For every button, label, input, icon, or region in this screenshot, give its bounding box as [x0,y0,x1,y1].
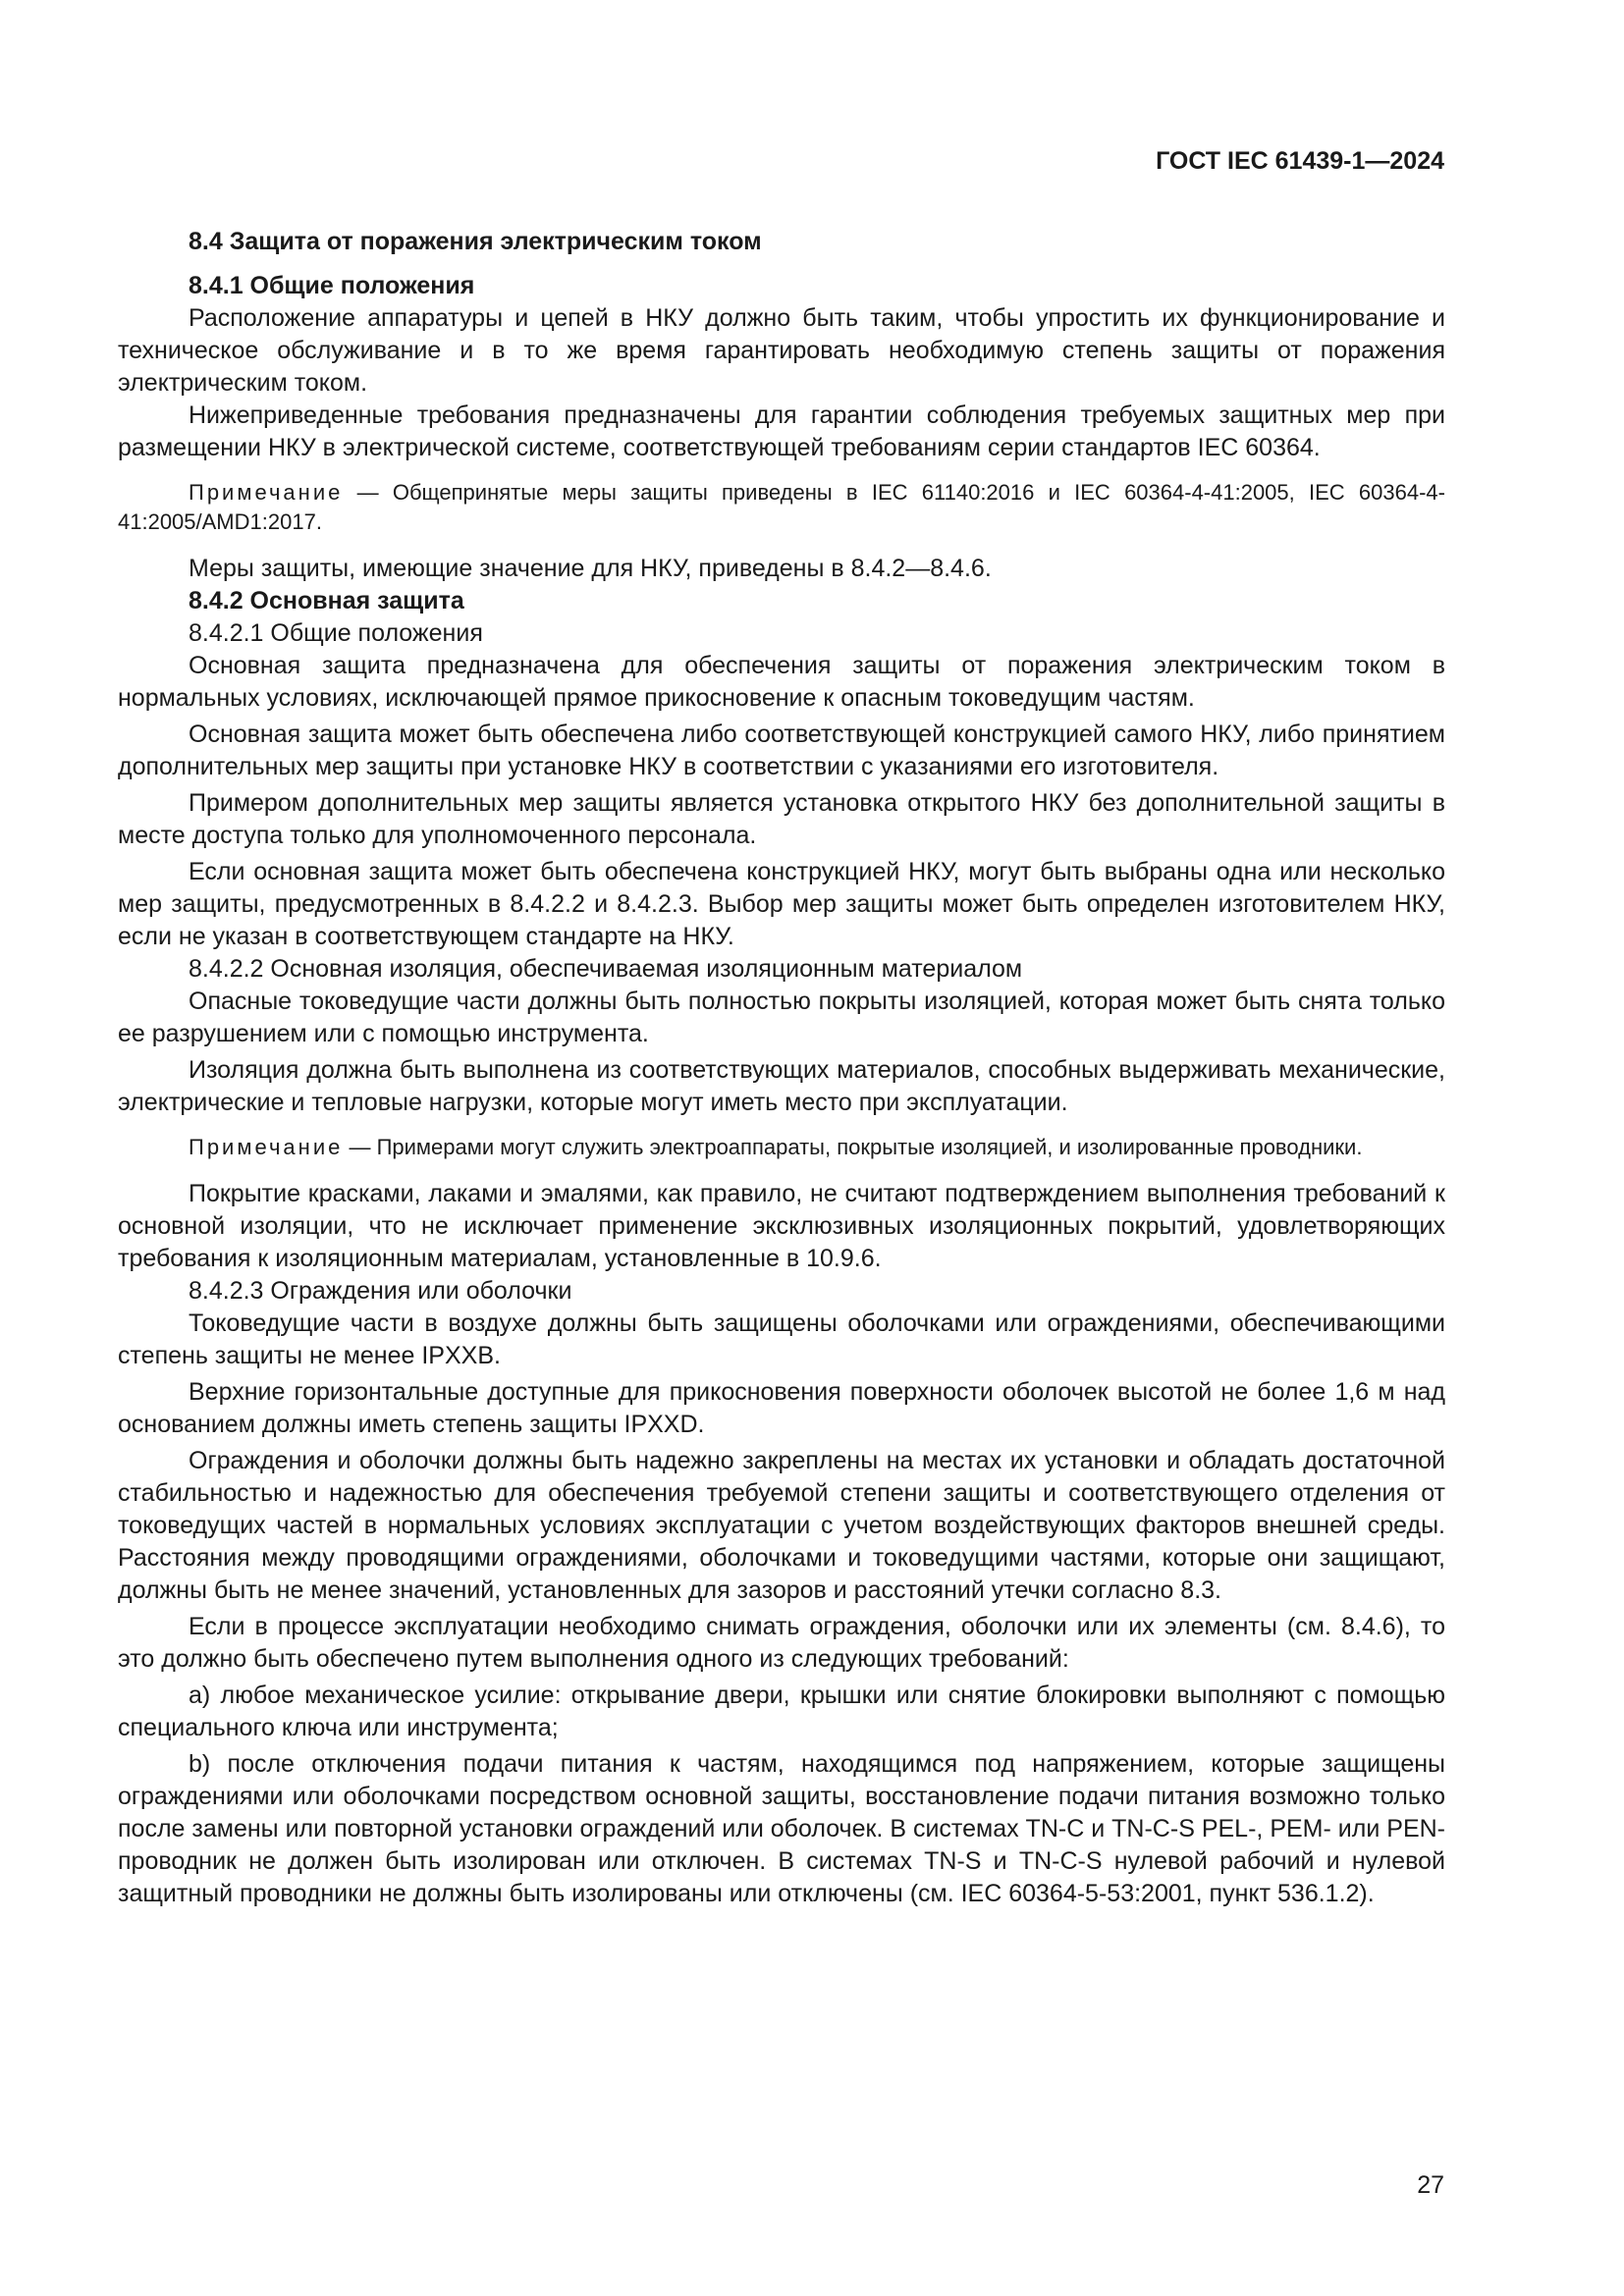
paragraph: Токоведущие части в воздухе должны быть защищены оболочками или ограждениями, обеспечивающими степень защиты не менее IPXXB. [118,1309,1445,1369]
paragraph: Меры защиты, имеющие значение для НКУ, приведены в 8.4.2—8.4.6. [189,555,992,582]
note-text: — Общепринятые меры защиты приведены в IEC 61140:2016 и IEC 60364-4-41:2005, IEC 60364-4-41:2005/AMD1:2017. [118,480,1445,534]
subsection-heading-8-4-2-1: 8.4.2.1 Общие положения [189,619,483,647]
note [118,478,1445,537]
note-label: Примечание [189,1135,344,1159]
paragraph: Опасные токоведущие части должны быть полностью покрыты изоляцией, которая может быть снята только ее разрушением или с помощью инструмента. [118,988,1445,1047]
page-content [118,226,1445,1910]
page-number: 27 [1417,2171,1444,2199]
note-label: Примечание [189,480,344,505]
section-heading-8-4: 8.4 Защита от поражения электрическим током [189,228,762,255]
paragraph: Нижеприведенные требования предназначены для гарантии соблюдения требуемых защитных мер при размещении НКУ в электрической системе, соответствующей требованиям серии стандартов IEC 60364. [118,401,1445,461]
paragraph: Верхние горизонтальные доступные для прикосновения поверхности оболочек высотой не более 1,6 м над основанием должны иметь степень защиты IPXXD. [118,1378,1445,1438]
paragraph: Покрытие красками, лаками и эмалями, как правило, не считают подтверждением выполнения требований к основной изоляции, что не исключает применение эксклюзивных изоляционных покрытий, удовлетворяющих требования к изоляционным материалам, установленные в 10.9.6. [118,1180,1445,1272]
paragraph: Расположение аппаратуры и цепей в НКУ должно быть таким, чтобы упростить их функционирование и техническое обслуживание и в то же время гарантировать необходимую степень защиты от поражения электрическим током. [118,304,1445,397]
paragraph: Если основная защита может быть обеспечена конструкцией НКУ, могут быть выбраны одна или несколько мер защиты, предусмотренных в 8.4.2.2 и 8.4.2.3. Выбор мер защиты может быть определен изготовителем НКУ, если не указан в соответствующем стандарте на НКУ. [118,858,1445,950]
document-id-header: ГОСТ IEC 61439-1—2024 [1156,147,1444,175]
note [118,1133,1445,1162]
subsection-heading-8-4-2-3: 8.4.2.3 Ограждения или оболочки [189,1277,572,1305]
section-heading-8-4-1: 8.4.1 Общие положения [189,272,475,299]
paragraph: Основная защита предназначена для обеспечения защиты от поражения электрическим током в нормальных условиях, исключающей прямое прикосновение к опасным токоведущим частям. [118,652,1445,712]
paragraph: Изоляция должна быть выполнена из соответствующих материалов, способных выдерживать механические, электрические и тепловые нагрузки, которые могут иметь место при эксплуатации. [118,1056,1445,1116]
list-item-a: a) любое механическое усилие: открывание двери, крышки или снятие блокировки выполняют с помощью специального ключа или инструмента; [118,1682,1445,1741]
section-heading-8-4-2: 8.4.2 Основная защита [189,587,464,614]
paragraph: Ограждения и оболочки должны быть надежно закреплены на местах их установки и обладать достаточной стабильностью и надежностью для обеспечения требуемой степени защиты и соответствующего отделения от токоведущих частей в нормальных условиях эксплуатации с учетом воздействующих факторов внешней среды. Расстояния между проводящими ограждениями, оболочками и токоведущими частями, которые они защищают, должны быть не менее значений, установленных для зазоров и расстояний утечки согласно 8.3. [118,1447,1445,1604]
paragraph: Если в процессе эксплуатации необходимо снимать ограждения, оболочки или их элементы (см. 8.4.6), то это должно быть обеспечено путем выполнения одного из следующих требований: [118,1613,1445,1673]
note-text: — Примерами могут служить электроаппараты, покрытые изоляцией, и изолированные проводники. [343,1135,1363,1159]
list-item-b: b) после отключения подачи питания к частям, находящимся под напряжением, которые защищены ограждениями или оболочками посредством основной защиты, восстановление подачи питания возможно только после замены или повторной установки ограждений или оболочек. В системах TN-C и TN-C-S PEL-, PEM- или PEN-проводник не должен быть изолирован или отключен. В системах TN-S и TN-C-S нулевой рабочий и нулевой защитный проводники не должны быть изолированы или отключены (см. IEC 60364-5-53:2001, пункт 536.1.2). [118,1750,1445,1907]
subsection-heading-8-4-2-2: 8.4.2.2 Основная изоляция, обеспечиваемая изоляционным материалом [189,955,1023,983]
paragraph: Примером дополнительных мер защиты является установка открытого НКУ без дополнительной защиты в месте доступа только для уполномоченного персонала. [118,789,1445,849]
paragraph: Основная защита может быть обеспечена либо соответствующей конструкцией самого НКУ, либо принятием дополнительных мер защиты при установке НКУ в соответствии с указаниями его изготовителя. [118,721,1445,780]
